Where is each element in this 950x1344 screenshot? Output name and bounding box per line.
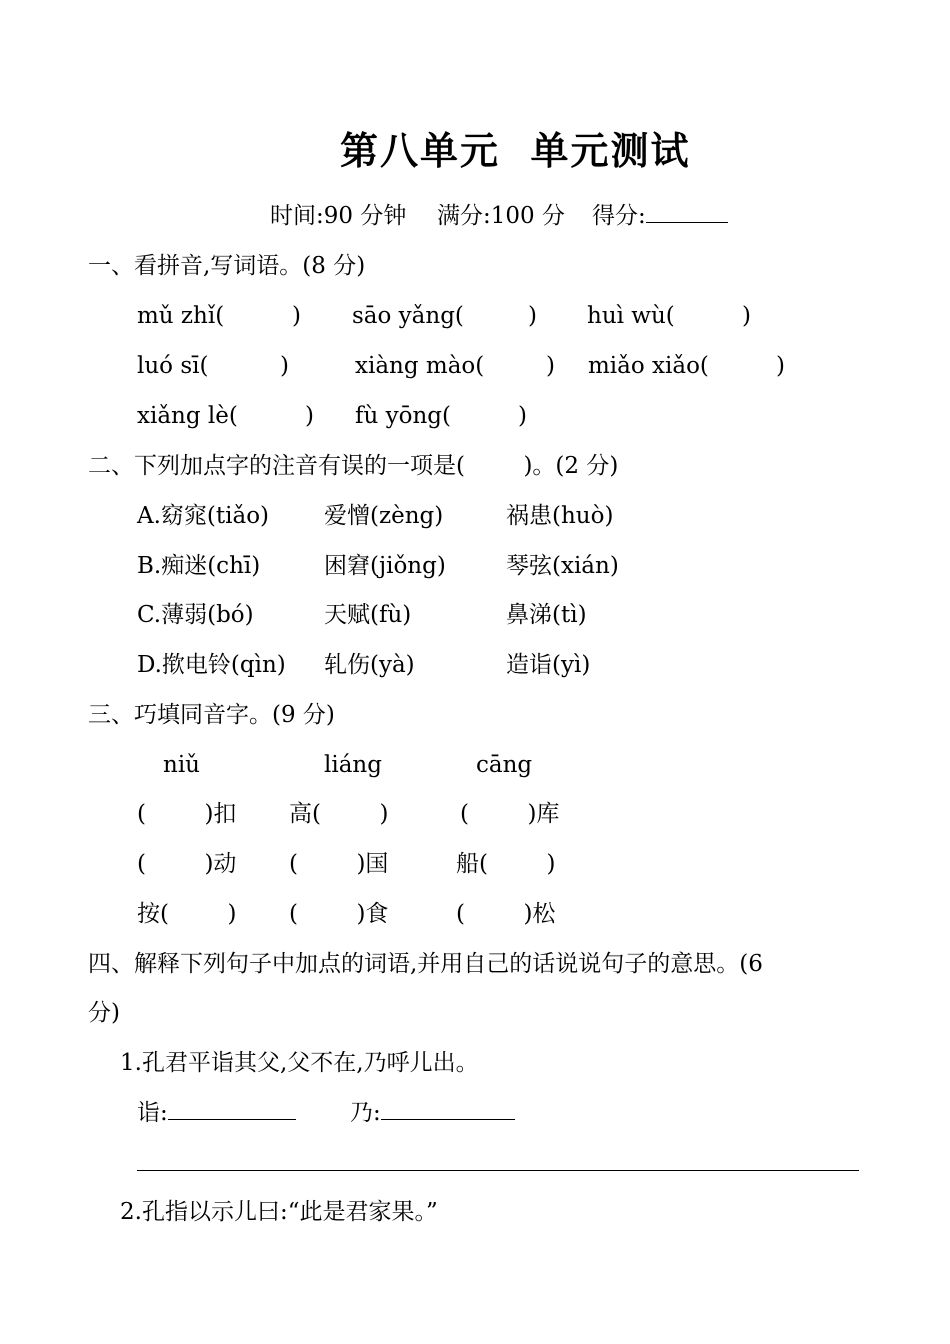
q2-option: 轧伤(yà) [324, 652, 415, 678]
q2-option: 困窘(jiǒng) [324, 553, 446, 579]
exam-score [592, 202, 728, 230]
q2-option: A.窈窕(tiǎo) [137, 503, 270, 529]
q2-option: 鼻涕(tì) [506, 602, 587, 628]
exam-time: 时间:90 分钟 [270, 203, 407, 229]
q4-word-2-blank[interactable] [381, 1099, 515, 1120]
q1-item-close: ) [280, 353, 289, 379]
q4-word-2-label: 乃: [350, 1100, 381, 1126]
q1-item-close: ) [528, 303, 537, 329]
q1-item-close: ) [546, 353, 555, 379]
q2-option: 祸患(huò) [506, 503, 614, 529]
q1-item: luó sī( [137, 353, 209, 379]
q3-blank: ( )动 [137, 851, 237, 877]
q1-item: miǎo xiǎo( [588, 353, 709, 379]
q2-option: 爱憎(zèng) [324, 503, 444, 529]
q2-option: D.揿电铃(qìn) [137, 652, 286, 678]
q3-heading: 三、巧填同音字。(9 分) [88, 702, 335, 728]
q4-word-1-blank[interactable] [168, 1099, 296, 1120]
exam-full-score: 满分:100 分 [437, 203, 565, 229]
q1-item: huì wù( [587, 303, 675, 329]
answer-line[interactable] [137, 1170, 859, 1171]
q2-option: C.薄弱(bó) [137, 602, 254, 628]
q3-blank: ( )扣 [137, 801, 237, 827]
q1-item-close: ) [518, 403, 527, 429]
q4-heading: 四、解释下列句子中加点的词语,并用自己的话说说句子的意思。(6 [88, 951, 763, 977]
score-label: 得分: [592, 203, 646, 229]
q1-item-close: ) [776, 353, 785, 379]
q2-option: 天赋(fù) [324, 602, 412, 628]
q3-blank: ( )库 [460, 801, 560, 827]
q3-pinyin: cāng [476, 752, 533, 778]
q4-sentence-1: 1.孔君平诣其父,父不在,乃呼儿出。 [120, 1050, 479, 1076]
q3-blank: ( )松 [456, 901, 556, 927]
q2-option: 琴弦(xián) [506, 553, 619, 579]
q1-item: xiàng mào( [355, 353, 485, 379]
q4-word-2 [350, 1099, 515, 1127]
q2-option: B.痴迷(chī) [137, 553, 261, 579]
q3-blank: ( )食 [289, 901, 389, 927]
q1-item-close: ) [292, 303, 301, 329]
q4-sentence-2: 2.孔指以示儿曰:“此是君家果。” [120, 1199, 438, 1225]
q2-heading: 二、下列加点字的注音有误的一项是( )。(2 分) [88, 453, 619, 479]
q1-heading: 一、看拼音,写词语。(8 分) [88, 253, 366, 279]
q3-pinyin: liáng [324, 752, 382, 778]
q4-heading-cont: 分) [88, 1000, 120, 1026]
q1-item: xiǎng lè( [137, 403, 238, 429]
page-title: 第八单元 单元测试 [340, 128, 691, 173]
score-blank[interactable] [646, 202, 728, 223]
q1-item-close: ) [305, 403, 314, 429]
q3-blank: 高( ) [289, 801, 389, 827]
q2-option: 造诣(yì) [506, 652, 591, 678]
q1-item-close: ) [742, 303, 751, 329]
q4-word-1-label: 诣: [137, 1100, 168, 1126]
q1-item: sāo yǎng( [352, 303, 464, 329]
q4-word-1 [137, 1099, 296, 1127]
q1-item: mǔ zhǐ( [137, 303, 225, 329]
q3-blank: 按( ) [137, 901, 237, 927]
q3-pinyin: niǔ [163, 752, 200, 778]
q3-blank: ( )国 [289, 851, 389, 877]
q1-item: fù yōng( [355, 403, 451, 429]
q3-blank: 船( ) [456, 851, 556, 877]
